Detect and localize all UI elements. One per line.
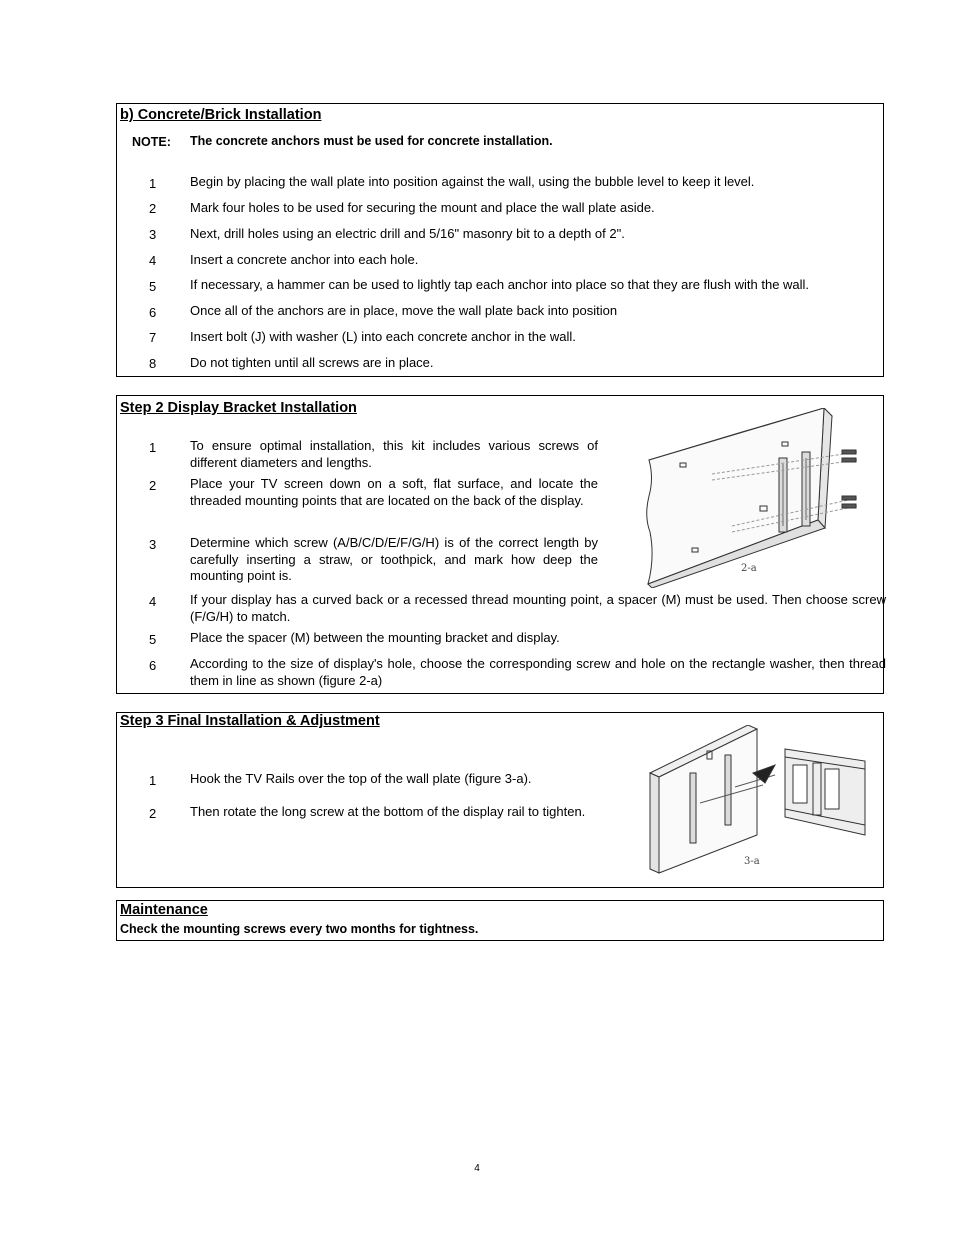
section-title: Maintenance xyxy=(120,902,208,918)
step-text: Next, drill holes using an electric drill and 5/16" masonry bit to a depth of 2". xyxy=(190,226,625,241)
step-number: 3 xyxy=(149,537,157,552)
note-label: NOTE: xyxy=(132,135,171,149)
step-text: Then rotate the long screw at the bottom of the display rail to tighten. xyxy=(190,804,586,819)
step-number: 3 xyxy=(149,227,157,242)
step-number: 1 xyxy=(149,773,157,788)
step-text: If necessary, a hammer can be used to lightly tap each anchor into place so that they are flush with the wall. xyxy=(190,277,810,292)
step-number: 6 xyxy=(149,305,157,320)
section-title: Step 3 Final Installation & Adjustment xyxy=(120,713,380,729)
step-number: 6 xyxy=(149,658,157,673)
step-number: 5 xyxy=(149,279,157,294)
step-number: 2 xyxy=(149,806,157,821)
final-installation-section xyxy=(116,712,884,888)
step-number: 2 xyxy=(149,201,157,216)
step-text: Insert a concrete anchor into each hole. xyxy=(190,252,419,267)
figure-3a-illustration xyxy=(625,725,873,875)
step-text: Hook the TV Rails over the top of the wall plate (figure 3-a). xyxy=(190,771,532,786)
section-title: Step 2 Display Bracket Installation xyxy=(120,400,357,416)
section-title: b) Concrete/Brick Installation xyxy=(120,107,322,123)
step-text: Insert bolt (J) with washer (L) into each concrete anchor in the wall. xyxy=(190,329,576,344)
step-number: 4 xyxy=(149,594,157,609)
step-text: Once all of the anchors are in place, move the wall plate back into position xyxy=(190,303,618,318)
figure-2a-label: 2-a xyxy=(741,563,757,574)
figure-2a-illustration xyxy=(642,408,867,588)
step-number: 1 xyxy=(149,440,157,455)
step-text: If your display has a curved back or a recessed thread mounting point, a spacer (M) must be used. Then choose screw (F/G/H) to match. xyxy=(190,592,886,624)
figure-3a-label: 3-a xyxy=(744,856,760,867)
maintenance-text: Check the mounting screws every two months for tightness. xyxy=(120,922,479,936)
page-number: 4 xyxy=(474,1163,480,1174)
step-number: 7 xyxy=(149,330,157,345)
step-text: According to the size of display's hole, choose the corresponding screw and hole on the rectangle washer, then thread them in line as shown (figure 2-a) xyxy=(190,656,886,688)
step-text: To ensure optimal installation, this kit includes various screws of different diameters and lengths. xyxy=(190,438,598,470)
note-text: The concrete anchors must be used for concrete installation. xyxy=(190,134,553,148)
step-number: 8 xyxy=(149,356,157,371)
step-number: 1 xyxy=(149,176,157,191)
step-text: Mark four holes to be used for securing the mount and place the wall plate aside. xyxy=(190,200,655,215)
step-text: Determine which screw (A/B/C/D/E/F/G/H) is of the correct length by carefully inserting a straw, or toothpick, and mark how deep the mounting point is. xyxy=(190,535,598,583)
maintenance-section xyxy=(116,900,884,941)
concrete-installation-section xyxy=(116,103,884,377)
step-number: 2 xyxy=(149,478,157,493)
step-number: 5 xyxy=(149,632,157,647)
step-text: Do not tighten until all screws are in place. xyxy=(190,355,434,370)
display-bracket-section xyxy=(116,395,884,694)
step-text: Place the spacer (M) between the mounting bracket and display. xyxy=(190,630,560,645)
step-number: 4 xyxy=(149,253,157,268)
step-text: Place your TV screen down on a soft, flat surface, and locate the threaded mounting points that are located on the back of the display. xyxy=(190,476,598,508)
step-text: Begin by placing the wall plate into position against the wall, using the bubble level to keep it level. xyxy=(190,174,755,189)
